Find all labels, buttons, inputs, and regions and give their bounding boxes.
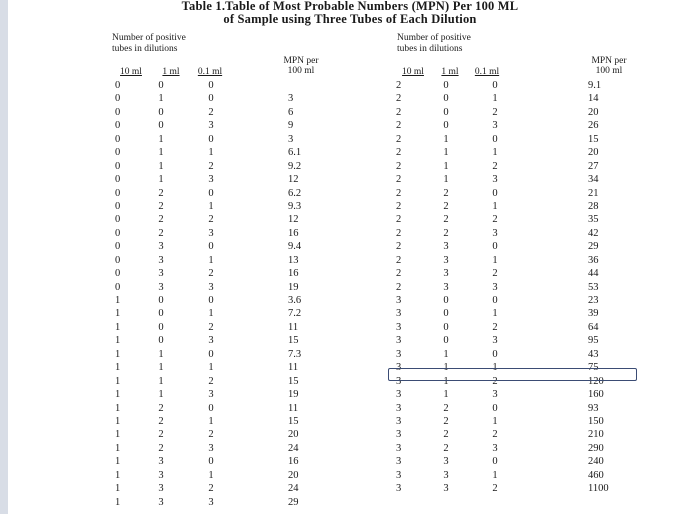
table-cell: 28 <box>588 200 599 212</box>
table-cell: 0 <box>115 200 121 212</box>
table-cell: 12 <box>288 214 299 226</box>
table-cell: 2 <box>396 200 402 212</box>
table-cell: 0 <box>443 106 449 118</box>
table-cell: 42 <box>588 227 599 239</box>
table-cell: 2 <box>396 254 402 266</box>
table-cell: 2 <box>158 227 164 239</box>
table-cell: 2 <box>208 483 214 495</box>
table-cell: 3 <box>158 469 164 481</box>
table-cell: 0 <box>492 80 498 91</box>
table-cell: 6.2 <box>288 187 302 199</box>
table-cell: 21 <box>588 187 599 199</box>
table-cell: 2 <box>396 160 402 172</box>
table-cell: 0 <box>158 120 164 132</box>
table-cell: 0 <box>158 106 164 118</box>
table-cell: 120 <box>588 375 604 387</box>
table-cell: 2 <box>208 268 214 280</box>
table-cell: 3 <box>443 281 449 293</box>
table-cell: 1 <box>492 308 498 320</box>
table-cell: 1 <box>115 321 121 333</box>
table-cell: 2 <box>158 402 164 414</box>
table-cell: 19 <box>288 281 299 293</box>
table-cell: 3 <box>396 335 402 347</box>
table-cell: 27 <box>588 160 599 172</box>
table-cell: 1 <box>115 335 121 347</box>
table-cell: 3 <box>492 442 498 454</box>
table-cell: 0 <box>115 160 121 172</box>
table-cell: 2 <box>396 147 402 159</box>
table-cell: 1 <box>115 362 121 374</box>
table-cell: 0 <box>158 321 164 333</box>
table-cell: 3 <box>396 389 402 401</box>
table-cell: 0 <box>115 227 121 239</box>
table-cell: 29 <box>288 496 299 508</box>
table-cell: 2 <box>158 200 164 212</box>
right-col-10ml <box>396 79 416 496</box>
table-cell: 3 <box>208 389 214 401</box>
table-cell: 20 <box>288 429 299 441</box>
table-cell: 1 <box>158 93 164 105</box>
table-cell: 3 <box>208 174 214 186</box>
table-cell: 0 <box>208 93 214 105</box>
table-cell: 6 <box>288 106 294 118</box>
table-cell: 2 <box>158 214 164 226</box>
table-title: Table 1.Table of Most Probable Numbers (MPN) Per 100 ML <box>181 0 519 13</box>
table-cell: 1 <box>492 93 498 105</box>
table-cell: 3 <box>443 456 449 468</box>
table-cell: 12 <box>288 174 299 186</box>
table-cell: 2 <box>396 80 402 91</box>
table-cell: 1 <box>443 133 449 145</box>
table-cell: 1 <box>443 147 449 159</box>
table-cell: 210 <box>588 429 604 441</box>
table-cell: 3 <box>396 415 402 427</box>
table-cell: 0 <box>158 308 164 320</box>
table-cell: 15 <box>288 335 299 347</box>
table-cell: 24 <box>288 483 299 495</box>
table-cell: 11 <box>288 362 299 374</box>
table-cell: 2 <box>443 442 449 454</box>
table-cell: 1100 <box>588 483 609 495</box>
table-cell: 3.6 <box>288 295 302 306</box>
table-cell: 0 <box>115 106 121 118</box>
table-cell: 0 <box>115 147 121 159</box>
table-cell: 0 <box>208 348 214 360</box>
table-cell: 16 <box>288 227 299 239</box>
table-cell: 3 <box>443 483 449 495</box>
table-cell: 1 <box>443 348 449 360</box>
table-cell: 0 <box>115 254 121 266</box>
table-cell: 3 <box>396 469 402 481</box>
table-cell: 13 <box>288 254 299 266</box>
table-cell: 1 <box>158 160 164 172</box>
table-cell: 24 <box>288 442 299 454</box>
table-cell: 1 <box>115 456 121 468</box>
table-cell: 150 <box>588 415 604 427</box>
table-cell: 0 <box>115 187 121 199</box>
left-mpn-header-line1: MPN per <box>283 56 319 66</box>
left-col-1ml <box>151 79 171 509</box>
table-cell: 0 <box>115 281 121 293</box>
table-cell: 3 <box>158 254 164 266</box>
table-cell: 3 <box>492 281 498 293</box>
table-cell: 2 <box>492 483 498 495</box>
table-cell: 1 <box>115 348 121 360</box>
table-cell: 2 <box>208 160 214 172</box>
table-cell: 1 <box>443 375 449 387</box>
table-cell: 0 <box>443 93 449 105</box>
left-col-01ml <box>201 79 221 509</box>
table-cell: 2 <box>208 321 214 333</box>
table-cell: 3 <box>396 308 402 320</box>
table-cell: 3 <box>158 483 164 495</box>
table-cell: 3 <box>443 268 449 280</box>
table-cell: 1 <box>443 160 449 172</box>
table-cell: 1 <box>208 362 214 374</box>
table-cell: 1 <box>158 389 164 401</box>
table-cell: 1 <box>208 308 214 320</box>
table-cell: 2 <box>443 227 449 239</box>
table-cell: 0 <box>492 295 498 306</box>
table-cell: 0 <box>115 133 121 145</box>
table-cell: 15 <box>588 133 599 145</box>
left-dilution-note-line2: tubes in dilutions <box>112 44 178 54</box>
table-cell: 3 <box>158 496 164 508</box>
table-cell: 0 <box>115 120 121 132</box>
table-cell: 1 <box>158 133 164 145</box>
table-cell: 3 <box>158 268 164 280</box>
table-cell: 1 <box>115 389 121 401</box>
table-cell: 3 <box>158 281 164 293</box>
table-cell: 2 <box>492 214 498 226</box>
table-cell: 1 <box>158 174 164 186</box>
table-cell: 2 <box>492 375 498 387</box>
table-cell: 44 <box>588 268 599 280</box>
table-cell: 0 <box>115 93 121 105</box>
table-cell: 240 <box>588 456 604 468</box>
table-cell: 2 <box>158 442 164 454</box>
table-cell: 3 <box>396 456 402 468</box>
table-cell: 16 <box>288 456 299 468</box>
table-cell: 36 <box>588 254 599 266</box>
right-dilution-note-line2: tubes in dilutions <box>397 44 463 54</box>
table-cell: 0 <box>208 402 214 414</box>
table-cell: 2 <box>492 321 498 333</box>
table-cell: 1 <box>208 415 214 427</box>
table-cell: 3 <box>208 120 214 132</box>
table-cell: 3 <box>208 335 214 347</box>
table-cell: 0 <box>208 295 214 306</box>
table-cell: 16 <box>288 268 299 280</box>
table-cell: 3 <box>208 496 214 508</box>
table-cell: 2 <box>492 160 498 172</box>
table-cell: 1 <box>158 362 164 374</box>
table-cell: 0 <box>492 241 498 253</box>
table-cell: 64 <box>588 321 599 333</box>
table-cell: 23 <box>588 295 599 306</box>
table-cell: 3 <box>443 469 449 481</box>
left-col-head-1ml: 1 ml <box>162 67 180 77</box>
table-cell: 1 <box>492 415 498 427</box>
table-cell: 3 <box>492 174 498 186</box>
table-cell: 1 <box>158 348 164 360</box>
table-cell: 14 <box>588 93 599 105</box>
table-cell: 2 <box>158 429 164 441</box>
table-cell: 9.1 <box>588 80 602 91</box>
table-cell: 2 <box>396 106 402 118</box>
right-col-01ml <box>485 79 505 496</box>
table-cell: 0 <box>492 187 498 199</box>
table-cell: 15 <box>288 415 299 427</box>
table-cell: 2 <box>396 241 402 253</box>
table-cell: 3 <box>396 442 402 454</box>
table-cell: 3 <box>396 362 402 374</box>
table-cell: 160 <box>588 389 604 401</box>
table-cell: 2 <box>492 429 498 441</box>
table-cell: 3 <box>396 321 402 333</box>
table-cell: 9.3 <box>288 200 302 212</box>
table-cell: 19 <box>288 389 299 401</box>
highlighted-row-box <box>388 368 637 381</box>
right-mpn-header-line2: 100 ml <box>595 66 623 76</box>
table-cell: 2 <box>443 214 449 226</box>
table-cell: 1 <box>208 254 214 266</box>
table-cell: 2 <box>443 429 449 441</box>
table-cell: 3 <box>443 254 449 266</box>
table-cell: 39 <box>588 308 599 320</box>
table-cell: 0 <box>492 402 498 414</box>
table-cell: 11 <box>288 321 299 333</box>
left-col-head-10ml: 10 ml <box>120 67 142 77</box>
table-cell: 3 <box>492 389 498 401</box>
table-cell: 2 <box>396 187 402 199</box>
left-col-mpn <box>288 79 328 509</box>
table-cell: 3 <box>208 442 214 454</box>
table-cell: 1 <box>208 147 214 159</box>
left-mpn-header-line2: 100 ml <box>287 66 315 76</box>
right-mpn-header-line1: MPN per <box>591 56 627 66</box>
table-cell: 20 <box>588 147 599 159</box>
table-cell: 0 <box>115 268 121 280</box>
table-cell: 0 <box>158 295 164 306</box>
table-cell: 1 <box>492 254 498 266</box>
table-cell: 1 <box>158 375 164 387</box>
table-cell: 2 <box>443 415 449 427</box>
table-cell: 1 <box>492 200 498 212</box>
table-cell: 0 <box>208 133 214 145</box>
left-dilution-note-line1: Number of positive <box>112 33 186 43</box>
table-subtitle: of Sample using Three Tubes of Each Dilution <box>223 12 477 26</box>
left-col-10ml <box>115 79 135 509</box>
table-cell: 3 <box>288 133 294 145</box>
table-cell: 1 <box>115 295 121 306</box>
table-cell: 2 <box>208 375 214 387</box>
table-cell: 1 <box>443 362 449 374</box>
table-cell: 7.2 <box>288 308 302 320</box>
table-cell: 1 <box>208 200 214 212</box>
table-cell: 1 <box>115 415 121 427</box>
right-col-mpn <box>588 79 632 496</box>
table-cell: 0 <box>443 120 449 132</box>
table-cell: 0 <box>208 241 214 253</box>
table-cell: 1 <box>208 469 214 481</box>
right-dilution-note-line1: Number of positive <box>397 33 471 43</box>
table-cell: 1 <box>115 429 121 441</box>
table-cell: 2 <box>208 214 214 226</box>
table-cell: 0 <box>115 241 121 253</box>
table-cell: 9.2 <box>288 160 302 172</box>
table-cell: 2 <box>158 187 164 199</box>
table-cell: 1 <box>115 308 121 320</box>
table-cell: 2 <box>158 415 164 427</box>
table-cell: 2 <box>396 227 402 239</box>
table-cell: 3 <box>492 335 498 347</box>
table-cell: 26 <box>588 120 599 132</box>
table-cell: 29 <box>588 241 599 253</box>
table-cell: 2 <box>208 429 214 441</box>
table-cell: 95 <box>588 335 599 347</box>
table-cell: 35 <box>588 214 599 226</box>
table-cell: 3 <box>396 375 402 387</box>
table-cell: 0 <box>492 456 498 468</box>
table-cell: 0 <box>158 80 164 91</box>
table-cell: 1 <box>115 375 121 387</box>
table-cell: 0 <box>208 80 214 91</box>
table-cell: 9.4 <box>288 241 302 253</box>
table-cell: 2 <box>443 402 449 414</box>
table-cell: 0 <box>158 335 164 347</box>
table-cell: 1 <box>158 147 164 159</box>
table-cell: 3 <box>396 429 402 441</box>
table-cell: 3 <box>208 227 214 239</box>
table-cell: 1 <box>492 147 498 159</box>
table-cell: 3 <box>492 227 498 239</box>
table-cell: 1 <box>443 174 449 186</box>
table-cell: 0 <box>492 348 498 360</box>
table-cell: 290 <box>588 442 604 454</box>
table-cell: 3 <box>288 93 294 105</box>
table-cell: 34 <box>588 174 599 186</box>
table-cell: 0 <box>443 80 449 91</box>
table-cell: 2 <box>492 268 498 280</box>
table-cell: 11 <box>288 402 299 414</box>
table-cell: 1 <box>443 389 449 401</box>
table-cell: 3 <box>158 241 164 253</box>
table-cell: 0 <box>208 456 214 468</box>
table-cell: 2 <box>396 120 402 132</box>
table-cell: 2 <box>396 214 402 226</box>
table-cell <box>288 79 328 92</box>
table-cell: 0 <box>115 214 121 226</box>
table-cell: 0 <box>492 133 498 145</box>
table-cell: 53 <box>588 281 599 293</box>
table-cell: 3 <box>158 456 164 468</box>
table-cell: 9 <box>288 120 294 132</box>
table-cell: 1 <box>115 496 121 508</box>
table-cell: 3 <box>396 295 402 306</box>
table-cell: 3 <box>396 348 402 360</box>
table-cell: 1 <box>492 362 498 374</box>
table-cell: 2 <box>443 187 449 199</box>
table-cell: 3 <box>492 120 498 132</box>
table-cell: 0 <box>443 335 449 347</box>
table-cell: 3 <box>208 281 214 293</box>
table-cell: 6.1 <box>288 147 302 159</box>
table-cell: 1 <box>115 483 121 495</box>
table-cell: 7.3 <box>288 348 302 360</box>
table-cell: 1 <box>115 442 121 454</box>
table-cell: 20 <box>588 106 599 118</box>
table-cell: 460 <box>588 469 604 481</box>
table-cell: 0 <box>115 80 121 91</box>
right-col-head-01ml: 0.1 ml <box>474 67 500 77</box>
table-cell: 2 <box>396 268 402 280</box>
table-cell: 15 <box>288 375 299 387</box>
table-cell: 0 <box>115 174 121 186</box>
right-col-1ml <box>436 79 456 496</box>
table-cell: 3 <box>396 402 402 414</box>
table-cell: 2 <box>396 281 402 293</box>
table-cell: 0 <box>443 308 449 320</box>
table-cell: 2 <box>396 93 402 105</box>
table-cell: 2 <box>443 200 449 212</box>
table-cell: 3 <box>396 483 402 495</box>
table-cell: 2 <box>396 133 402 145</box>
table-cell: 1 <box>115 402 121 414</box>
table-cell: 43 <box>588 348 599 360</box>
right-col-head-10ml: 10 ml <box>402 67 424 77</box>
right-col-head-1ml: 1 ml <box>441 67 459 77</box>
table-cell: 20 <box>288 469 299 481</box>
table-cell: 2 <box>492 106 498 118</box>
left-edge-strip <box>0 0 8 514</box>
table-cell: 0 <box>208 187 214 199</box>
table-cell: 75 <box>588 362 599 374</box>
table-cell: 1 <box>115 469 121 481</box>
table-cell: 2 <box>396 174 402 186</box>
table-cell: 1 <box>492 469 498 481</box>
table-cell: 0 <box>443 295 449 306</box>
table-cell: 0 <box>443 321 449 333</box>
left-col-head-01ml: 0.1 ml <box>197 67 223 77</box>
table-cell: 2 <box>208 106 214 118</box>
table-cell: 3 <box>443 241 449 253</box>
table-cell: 93 <box>588 402 599 414</box>
